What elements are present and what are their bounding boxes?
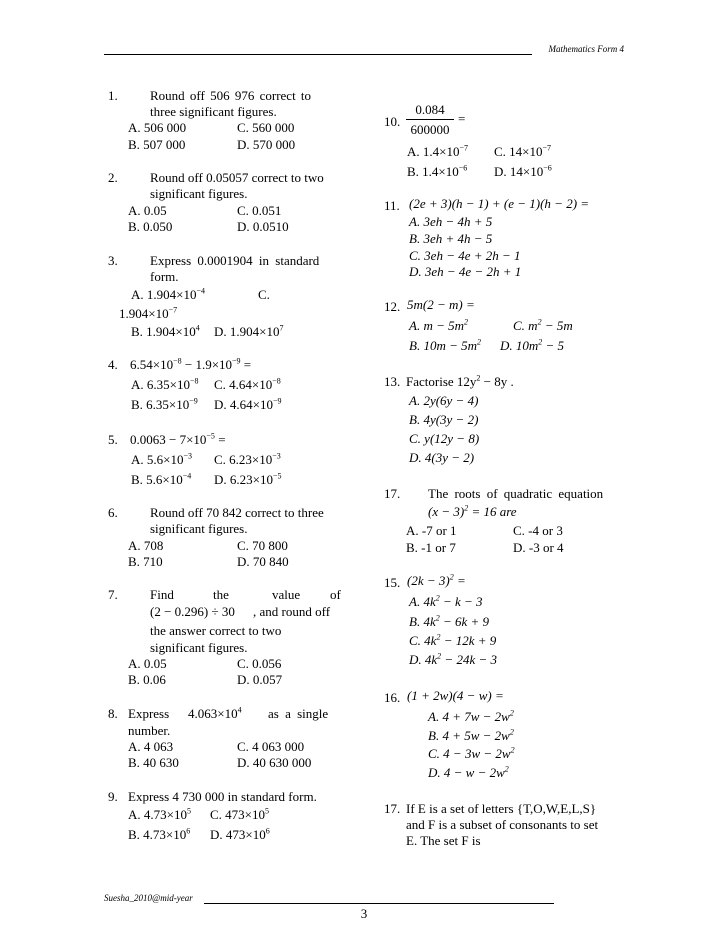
option-d[interactable] — [500, 338, 564, 354]
question-word: Find — [150, 587, 174, 602]
option-d[interactable] — [428, 765, 509, 781]
option-c-text: − 12k + 9 — [440, 633, 497, 648]
equals-sign: = — [458, 111, 466, 126]
option-c[interactable] — [428, 746, 515, 762]
exponent: −4 — [182, 471, 192, 481]
option-a-text: A. 4 + 7w − 2w — [428, 709, 510, 724]
option-d[interactable] — [214, 472, 282, 488]
option-c[interactable]: C. — [258, 287, 270, 302]
exponent: 2 — [509, 727, 514, 737]
option-d-text: D. 14×10 — [494, 164, 544, 179]
option-c[interactable]: C. y(12y − 8) — [409, 431, 480, 446]
question-number: 10. — [384, 114, 401, 129]
page-number: 3 — [360, 906, 368, 921]
question-number: 12. — [384, 299, 401, 314]
header-rule — [104, 54, 532, 55]
option-a[interactable]: A. -7 or 1 — [406, 523, 457, 538]
question-text: three significant figures. — [150, 104, 277, 119]
question-expression — [407, 573, 466, 589]
option-d[interactable]: D. -3 or 4 — [513, 540, 564, 555]
exponent: −5 — [206, 431, 215, 441]
option-a[interactable] — [131, 287, 205, 303]
option-a[interactable]: A. 3eh − 4h + 5 — [409, 214, 493, 229]
option-b-text: B. 4 + 5w − 2w — [428, 728, 510, 743]
option-b[interactable] — [409, 614, 489, 630]
option-c[interactable]: C. 4 063 000 — [237, 739, 305, 754]
option-c-text: C. 4k — [409, 633, 437, 648]
option-b[interactable] — [409, 338, 481, 354]
question-number: 2. — [108, 170, 118, 185]
option-d[interactable]: D. 0.057 — [237, 672, 283, 687]
question-text-part: − 8y . — [480, 374, 514, 389]
option-d[interactable]: D. 4(3y − 2) — [409, 450, 475, 465]
page-footer — [104, 893, 554, 905]
exponent: −4 — [196, 286, 205, 296]
expr-part: 6.54×10 — [130, 357, 174, 372]
question-number: 6. — [108, 505, 118, 520]
question-number: 16. — [384, 690, 401, 705]
option-b-text: B. 4.73×10 — [128, 827, 187, 842]
question-word: of — [330, 587, 341, 602]
exponent: 2 — [538, 337, 543, 347]
option-b[interactable]: B. 4y(3y − 2) — [409, 412, 479, 427]
option-b-text: B. 5.6×10 — [131, 472, 183, 487]
option-b[interactable]: B. 0.06 — [128, 672, 166, 687]
question-number: 4. — [108, 357, 118, 372]
question-text: If E is a set of letters {T,O,W,E,L,S} — [406, 801, 597, 816]
question-text: significant figures. — [150, 640, 248, 655]
question-text: as a single — [268, 706, 329, 721]
option-a[interactable]: A. 2y(6y − 4) — [409, 393, 479, 408]
option-d-text: − 5 — [542, 338, 565, 353]
exponent: 2 — [510, 745, 515, 755]
question-number: 1. — [108, 88, 118, 103]
footer-rule — [204, 903, 554, 904]
option-b[interactable]: B. 507 000 — [128, 137, 186, 152]
question-expression: (2e + 3)(h − 1) + (e − 1)(h − 2) = — [409, 196, 590, 211]
option-d-text: D. 4 − w − 2w — [428, 765, 505, 780]
page-header — [104, 44, 624, 56]
exponent: 6 — [186, 826, 191, 836]
exponent: 2 — [477, 337, 481, 347]
question-number: 13. — [384, 374, 401, 389]
exponent: −8 — [272, 376, 281, 386]
option-d[interactable]: D. 0.0510 — [237, 219, 289, 234]
expr-part: 0.0063 − 7×10 — [130, 432, 207, 447]
expr-part: − 1.9×10 — [181, 357, 233, 372]
exponent: 7 — [279, 323, 284, 333]
exponent: 2 — [464, 503, 469, 513]
option-b-text: B. 1.904×10 — [131, 324, 196, 339]
question-text: Express — [128, 706, 170, 721]
exponent: 2 — [537, 317, 542, 327]
exponent: 2 — [436, 632, 441, 642]
option-c[interactable] — [494, 144, 551, 160]
question-expression: (1 + 2w)(4 − w) = — [407, 688, 504, 703]
option-b[interactable]: B. 40 630 — [128, 755, 179, 770]
option-b[interactable] — [131, 397, 198, 413]
question-text: Express 4 730 000 in standard form. — [128, 789, 317, 804]
option-b[interactable] — [131, 324, 200, 340]
option-d[interactable]: D. 70 840 — [237, 554, 289, 569]
option-a[interactable] — [131, 452, 192, 468]
option-d-text: D. 4k — [409, 652, 438, 667]
question-number: 17. — [384, 801, 401, 816]
exponent: −3 — [272, 451, 281, 461]
fraction-numerator: 0.084 — [415, 102, 445, 117]
expr-part: (x − 3) — [428, 504, 465, 519]
option-c[interactable] — [513, 318, 573, 334]
expr-part: = 16 are — [468, 504, 517, 519]
question-expression: (2 − 0.296) ÷ 30 — [150, 604, 235, 619]
question-expression — [428, 504, 517, 520]
exponent: −7 — [459, 143, 468, 153]
option-d[interactable]: D. 40 630 000 — [237, 755, 312, 770]
option-c-text: C. 6.23×10 — [214, 452, 273, 467]
exponent: 5 — [265, 806, 270, 816]
option-d[interactable] — [214, 397, 282, 413]
question-text: , and round off — [253, 604, 331, 619]
exponent: −9 — [232, 356, 241, 366]
option-b-text: B. 10m − 5m — [409, 338, 477, 353]
option-a[interactable]: A. 708 — [128, 538, 164, 553]
question-number: 8. — [108, 706, 118, 721]
option-c-value[interactable] — [119, 306, 177, 322]
question-text: Express 0.0001904 in standard — [150, 253, 320, 268]
exponent: −5 — [272, 471, 282, 481]
option-d-text: − 24k − 3 — [441, 652, 497, 667]
exponent: 6 — [265, 826, 270, 836]
exponent: 2 — [504, 764, 509, 774]
question-expression: 5m(2 − m) = — [407, 297, 475, 312]
expr-part: = — [214, 432, 226, 447]
option-b[interactable] — [428, 728, 514, 744]
option-b-text: B. 1.4×10 — [407, 164, 459, 179]
question-number: 3. — [108, 253, 118, 268]
exponent: 2 — [435, 613, 440, 623]
option-c[interactable]: C. 70 800 — [237, 538, 288, 553]
question-word: value — [272, 587, 301, 602]
question-expression — [130, 432, 226, 448]
option-b[interactable]: B. 3eh + 4h − 5 — [409, 231, 493, 246]
question-number: 5. — [108, 432, 118, 447]
option-b[interactable] — [128, 827, 190, 843]
option-c[interactable]: C. 0.051 — [237, 203, 282, 218]
exponent: −3 — [183, 451, 192, 461]
option-a[interactable] — [128, 807, 191, 823]
expr-part: 4.063×10 — [188, 706, 238, 721]
option-b[interactable]: B. 710 — [128, 554, 163, 569]
option-d-text: D. 10m — [500, 338, 539, 353]
exponent: −7 — [542, 143, 552, 153]
option-c-text: C. 4 − 3w − 2w — [428, 746, 511, 761]
question-text: The roots of quadratic equation — [428, 486, 604, 501]
option-d-text: D. 6.23×10 — [214, 472, 273, 487]
option-a-text: − k − 3 — [439, 594, 483, 609]
option-a[interactable] — [428, 709, 514, 725]
question-text: the answer correct to two — [150, 623, 282, 638]
question-text: form. — [150, 269, 179, 284]
question-number: 15. — [384, 575, 401, 590]
option-c-text: C. 14×10 — [494, 144, 543, 159]
expr-part: = — [240, 357, 252, 372]
option-b[interactable]: B. 0.050 — [128, 219, 173, 234]
option-c[interactable]: C. 560 000 — [237, 120, 295, 135]
option-c[interactable] — [214, 452, 281, 468]
option-a[interactable] — [131, 377, 199, 393]
option-a[interactable]: A. 0.05 — [128, 203, 167, 218]
option-c[interactable] — [214, 377, 281, 393]
option-b-text: B. 4k — [409, 614, 436, 629]
question-text: number. — [128, 723, 171, 738]
option-c-text: C. 473×10 — [210, 807, 266, 822]
exponent: −6 — [458, 163, 468, 173]
option-b[interactable] — [131, 472, 191, 488]
exponent: 2 — [437, 651, 442, 661]
option-b[interactable] — [407, 164, 467, 180]
option-d[interactable] — [409, 652, 497, 668]
option-d-text: D. 473×10 — [210, 827, 266, 842]
option-d[interactable] — [214, 324, 283, 340]
question-text: significant figures. — [150, 186, 248, 201]
question-number: 9. — [108, 789, 118, 804]
exponent: −6 — [543, 163, 552, 173]
option-a-text: A. 1.904×10 — [131, 287, 197, 302]
exponent: 4 — [237, 705, 242, 715]
question-text: Round off 506 976 correct to — [150, 88, 312, 103]
exponent: 2 — [464, 317, 468, 327]
option-c[interactable]: C. 3eh − 4e + 2h − 1 — [409, 248, 521, 263]
exponent: −9 — [272, 396, 282, 406]
option-c[interactable] — [409, 633, 496, 649]
option-d[interactable] — [210, 827, 270, 843]
option-b[interactable]: B. -1 or 7 — [406, 540, 456, 555]
question-text: Round off 70 842 correct to three — [150, 505, 324, 520]
expr-part: (2k − 3) — [407, 573, 450, 588]
footer-author: Suesha_2010@mid-year — [104, 893, 193, 903]
option-a[interactable]: A. 0.05 — [128, 656, 167, 671]
question-text-part: Factorise 12y — [406, 374, 477, 389]
option-a[interactable]: A. 4 063 — [128, 739, 174, 754]
exponent: 2 — [509, 708, 514, 718]
exponent: 5 — [186, 806, 191, 816]
option-a-text: A. 5.6×10 — [131, 452, 184, 467]
exponent: −8 — [189, 376, 199, 386]
option-a-text: A. 1.4×10 — [407, 144, 460, 159]
question-number: 11. — [384, 198, 400, 213]
question-text: and F is a subset of consonants to set — [406, 817, 599, 832]
fraction-denominator: 600000 — [410, 122, 450, 137]
question-word: the — [213, 587, 229, 602]
option-d-text: D. 1.904×10 — [214, 324, 280, 339]
option-b-text: − 6k + 9 — [439, 614, 490, 629]
option-d[interactable] — [494, 164, 552, 180]
option-a-text: A. 4.73×10 — [128, 807, 187, 822]
exponent: −7 — [168, 305, 178, 315]
expr-part: = — [453, 573, 466, 588]
header-subject: Mathematics Form 4 — [548, 44, 624, 54]
option-c-text: 1.904×10 — [119, 306, 169, 321]
exponent: 4 — [195, 323, 200, 333]
option-b-text: B. 6.35×10 — [131, 397, 190, 412]
question-number: 17. — [384, 486, 401, 501]
option-d[interactable]: D. 570 000 — [237, 137, 296, 152]
option-c[interactable]: C. 0.056 — [237, 656, 282, 671]
option-a-text: A. 4k — [409, 594, 436, 609]
question-number: 7. — [108, 587, 118, 602]
option-a-text: A. 6.35×10 — [131, 377, 190, 392]
option-d[interactable]: D. 3eh − 4e − 2h + 1 — [409, 264, 522, 279]
option-a[interactable] — [409, 318, 468, 334]
question-text — [406, 374, 514, 390]
fraction-bar — [406, 119, 454, 120]
question-expression — [130, 357, 251, 373]
exponent: 2 — [449, 572, 454, 582]
question-text: significant figures. — [150, 521, 248, 536]
option-a-text: A. m − 5m — [409, 318, 464, 333]
option-a[interactable] — [409, 594, 483, 610]
question-text: E. The set F is — [406, 833, 481, 848]
option-c-text: C. 4.64×10 — [214, 377, 273, 392]
option-c[interactable] — [210, 807, 269, 823]
exponent: −9 — [189, 396, 198, 406]
option-c-text: − 5m — [541, 318, 573, 333]
option-c-text: C. m — [513, 318, 538, 333]
option-a[interactable]: A. 506 000 — [128, 120, 187, 135]
question-expression — [188, 706, 242, 722]
exponent: 2 — [435, 593, 440, 603]
option-a[interactable] — [407, 144, 468, 160]
exponent: 2 — [476, 373, 481, 383]
option-c[interactable]: C. -4 or 3 — [513, 523, 563, 538]
option-d-text: D. 4.64×10 — [214, 397, 273, 412]
question-text: Round off 0.05057 correct to two — [150, 170, 324, 185]
exponent: −8 — [173, 356, 182, 366]
